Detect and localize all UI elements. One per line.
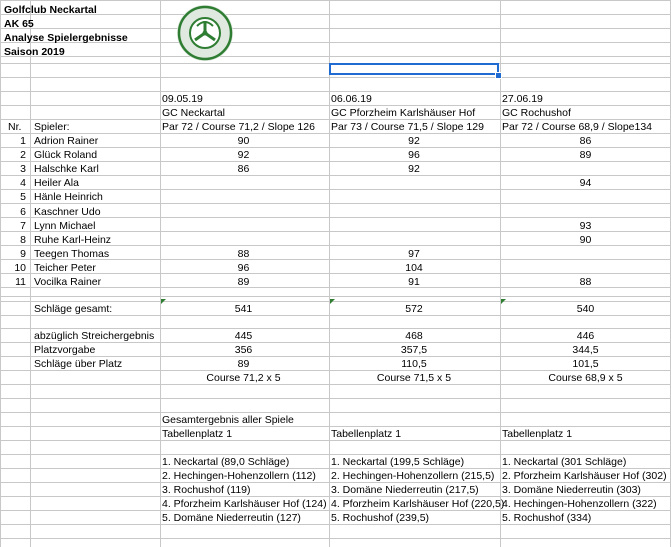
score-round1: 92 — [237, 149, 250, 162]
note-marker — [330, 299, 335, 304]
header-nr: Nr. — [8, 121, 22, 133]
score-round3: 94 — [579, 177, 592, 190]
summary-value: 356 — [234, 344, 253, 356]
ranking-item: 5. Domäne Niederreutin (127) — [162, 512, 301, 524]
summary-value: 445 — [234, 330, 253, 342]
player-name: Hänle Heinrich — [34, 191, 103, 204]
results-place: Tabellenplatz 1 — [502, 428, 573, 440]
score-round3: 90 — [579, 233, 592, 246]
player-name: Glück Roland — [34, 149, 98, 162]
player-nr: 9 — [20, 247, 26, 260]
summary-value: 110,5 — [401, 358, 427, 370]
player-nr: 10 — [14, 261, 26, 274]
player-nr: 11 — [15, 276, 26, 288]
title-analysis: Analyse Spielergebnisse — [4, 32, 128, 44]
totals-label: Schläge gesamt: — [34, 303, 113, 315]
score-round3: 86 — [579, 135, 592, 147]
round1-date: 09.05.19 — [162, 93, 203, 105]
player-nr: 3 — [20, 163, 26, 176]
score-round3: 89 — [579, 149, 592, 162]
ranking-item: 2. Hechingen-Hohenzollern (112) — [162, 470, 316, 482]
score-round2: 104 — [405, 261, 423, 274]
summary-value: 344,5 — [572, 344, 599, 356]
round3-total: 540 — [576, 303, 595, 315]
ranking-item: 4. Pforzheim Karlshäuser Hof (220,5) — [331, 498, 505, 510]
summary-value: 468 — [405, 330, 423, 342]
score-round1: 86 — [237, 163, 250, 176]
fill-handle[interactable] — [495, 72, 502, 79]
player-name: Teegen Thomas — [34, 247, 110, 260]
ranking-item: 1. Neckartal (89,0 Schläge) — [162, 456, 290, 468]
title-season: Saison 2019 — [4, 46, 65, 58]
score-round2: 97 — [408, 247, 420, 260]
title-club: Golfclub Neckartal — [4, 4, 97, 16]
summary-label-platzvorgabe: Platzvorgabe — [34, 344, 96, 356]
player-name: Kaschner Udo — [34, 205, 101, 218]
player-name: Halschke Karl — [34, 163, 99, 176]
score-round1: 90 — [237, 135, 250, 147]
round2-club: GC Pforzheim Karlshäuser Hof — [331, 107, 476, 119]
player-name: Teicher Peter — [34, 261, 96, 274]
score-round1: 96 — [237, 261, 250, 274]
player-name: Lynn Michael — [34, 219, 96, 232]
player-nr: 8 — [20, 233, 26, 246]
score-round2: 96 — [408, 149, 420, 162]
player-nr: 1 — [20, 135, 26, 147]
course-note: Course 71,2 x 5 — [206, 372, 281, 384]
round1-club: GC Neckartal — [162, 107, 226, 119]
ranking-item: 4. Pforzheim Karlshäuser Hof (124) — [162, 498, 327, 510]
score-round2: 92 — [408, 163, 420, 176]
round2-date: 06.06.19 — [331, 93, 372, 105]
score-round2: 91 — [408, 276, 420, 288]
summary-value: 89 — [237, 358, 250, 370]
header-spieler: Spieler: — [34, 121, 70, 133]
ranking-item: 3. Rochushof (119) — [162, 484, 251, 496]
note-marker — [501, 299, 506, 304]
ranking-item: 1. Neckartal (199,5 Schläge) — [331, 456, 465, 468]
score-round2: 92 — [408, 135, 420, 147]
round3-date: 27.06.19 — [502, 93, 543, 105]
ranking-item: 2. Pforzheim Karlshäuser Hof (302) — [502, 470, 667, 482]
round2-total: 572 — [405, 303, 423, 315]
summary-value: 101,5 — [572, 358, 599, 370]
round1-par: Par 72 / Course 71,2 / Slope 126 — [162, 121, 315, 133]
ranking-item: 5. Rochushof (334) — [502, 512, 592, 524]
round1-total: 541 — [234, 303, 253, 315]
ranking-item: 1. Neckartal (301 Schläge) — [502, 456, 627, 468]
summary-value: 357,5 — [400, 344, 428, 356]
note-marker — [161, 299, 166, 304]
round3-par: Par 72 / Course 68,9 / Slope134 — [502, 121, 653, 133]
player-name: Adrion Rainer — [34, 135, 99, 147]
results-place: Tabellenplatz 1 — [162, 428, 233, 440]
player-name: Heiler Ala — [34, 177, 79, 190]
summary-value: 446 — [576, 330, 595, 342]
course-note: Course 71,5 x 5 — [376, 372, 452, 384]
player-nr: 2 — [20, 149, 26, 162]
summary-label-streich: abzüglich Streichergebnis — [34, 330, 155, 342]
score-round3: 93 — [579, 219, 592, 232]
round2-par: Par 73 / Course 71,5 / Slope 129 — [331, 121, 484, 133]
score-round1: 89 — [237, 276, 250, 288]
course-note: Course 68,9 x 5 — [548, 372, 623, 384]
golfclub-logo-icon — [176, 4, 234, 62]
ranking-item: 2. Hechingen-Hohenzollern (215,5) — [331, 470, 495, 482]
ranking-item: 3. Domäne Niederreutin (217,5) — [331, 484, 479, 496]
score-round3: 88 — [579, 276, 592, 288]
ranking-item: 3. Domäne Niederreutin (303) — [502, 484, 641, 496]
score-round1: 88 — [237, 247, 250, 260]
player-nr: 5 — [20, 191, 26, 204]
results-place: Tabellenplatz 1 — [331, 428, 402, 440]
ranking-item: 5. Rochushof (239,5) — [331, 512, 430, 524]
selected-cell[interactable] — [329, 63, 499, 75]
results-heading: Gesamtergebnis aller Spiele — [162, 414, 294, 426]
player-nr: 7 — [20, 219, 26, 232]
title-group: AK 65 — [4, 18, 34, 30]
player-name: Vocilka Rainer — [34, 276, 102, 288]
player-nr: 4 — [20, 177, 26, 190]
summary-label-ueber-platz: Schläge über Platz — [34, 358, 123, 370]
player-name: Ruhe Karl-Heinz — [34, 233, 112, 246]
ranking-item: 4. Hechingen-Hohenzollern (322) — [502, 498, 657, 510]
player-nr: 6 — [20, 205, 26, 218]
round3-club: GC Rochushof — [502, 107, 571, 119]
